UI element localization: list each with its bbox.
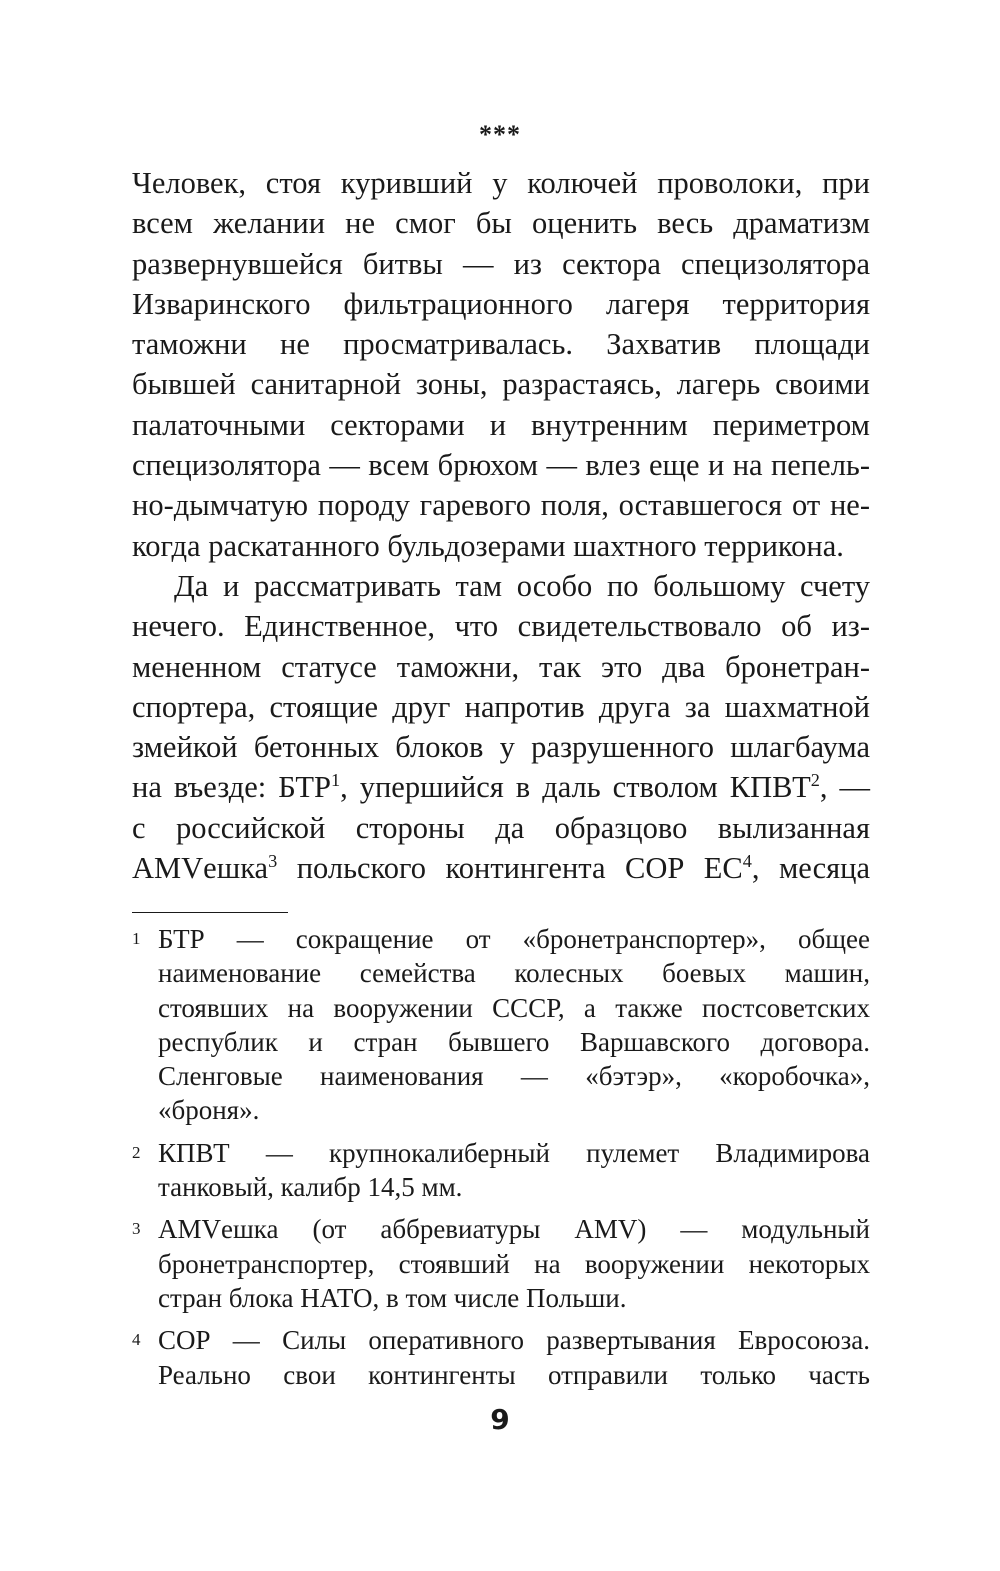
footnote-line: танковый, калибр 14,5 мм. <box>158 1172 463 1203</box>
footnote-line: «броня». <box>158 1095 260 1126</box>
text-line: но-дымчатую породу гаревого поля, оставшегося от не- <box>132 488 870 523</box>
footnote-separator <box>132 912 288 913</box>
text-fragment: AMVешка <box>132 851 269 886</box>
text-line: с российской стороны да образцово вылизанная <box>132 810 870 845</box>
footnote-4 <box>132 1323 870 1392</box>
main-text <box>132 163 870 888</box>
page-number: 9 <box>490 1403 510 1436</box>
footnote-line: республик и стран бывшего Варшавского договора. <box>158 1026 870 1057</box>
footnote-number: 1 <box>132 929 141 948</box>
text-fragment: на въезде: БТР <box>132 770 331 805</box>
text-line: развернувшейся битвы — из сектора специзолятора <box>132 246 870 281</box>
text-fragment: польского контингента СОР ЕС <box>277 851 743 886</box>
text-line: таможни не просматривалась. Захватив площади <box>132 327 870 362</box>
footnote-line: КПВТ — крупнокалиберный пулемет Владимирова <box>158 1137 870 1168</box>
text-line: всем желании не смог бы оценить весь драматизм <box>132 206 870 241</box>
footnote-line: Реально свои контингенты отправили только часть <box>158 1359 870 1390</box>
footnote-2 <box>132 1136 870 1205</box>
footnote-1 <box>132 922 870 1128</box>
footnote-number: 4 <box>132 1330 141 1350</box>
text-line: палаточными секторами и внутренним периметром <box>132 407 870 442</box>
footnote-ref-2[interactable]: 2 <box>810 770 820 791</box>
text-line <box>132 848 870 888</box>
footnote-line: БТР — сокращение от «бронетранспортер», общее <box>158 924 870 954</box>
text-line: змейкой бетонных блоков у разрушенного шлагбаума <box>132 730 870 765</box>
text-line: спортера, стоящие друг напротив друга за шахматной <box>132 689 870 724</box>
text-line: бывшей санитарной зоны, разрастаясь, лагерь своими <box>132 367 870 402</box>
footnote-line: Сленговые наименования — «бэтэр», «коробочка», <box>158 1061 870 1092</box>
text-line: нечего. Единственное, что свидетельствовало об из- <box>132 609 870 644</box>
text-fragment: , месяца <box>751 851 870 886</box>
text-line: когда раскатанного бульдозерами шахтного терриконa. <box>132 528 844 563</box>
text-line: Да и рассматривать там особо по большому счету <box>174 568 870 603</box>
text-line: Изваринского фильтрационного лагеря территория <box>132 286 870 321</box>
footnote-line: наименование семейства колесных боевых машин, <box>158 958 870 989</box>
footnote-line: бронетранспортер, стоявший на вооружении некоторых <box>158 1248 870 1279</box>
section-divider: *** <box>479 120 521 149</box>
footnote-number: 2 <box>132 1142 141 1162</box>
footnote-3 <box>132 1212 870 1315</box>
text-line: Человек, стоя куривший у колючей проволоки, при <box>132 166 870 200</box>
text-fragment: , — <box>819 770 870 805</box>
footnote-line: стоявших на вооружении СССР, а также постсоветских <box>158 992 870 1023</box>
text-line: специзолятора — всем брюхом — влез еще и на пепель- <box>132 448 870 483</box>
footnote-ref-1[interactable]: 1 <box>330 770 341 791</box>
footnote-ref-4[interactable]: 4 <box>742 850 752 871</box>
text-line: мененном статусе таможни, так это два бронетран- <box>132 649 870 684</box>
footnotes <box>132 922 870 1400</box>
footnote-line: стран блока НАТО, в том числе Польши. <box>158 1282 627 1313</box>
footnote-line: СОР — Силы оперативного развертывания Евросоюза. <box>158 1325 870 1356</box>
footnote-ref-3[interactable]: 3 <box>268 850 278 871</box>
footnote-line: AMVешка (от аббревиатуры AMV) — модульный <box>158 1214 870 1245</box>
footnote-number: 3 <box>132 1219 141 1239</box>
text-fragment: , упершийся в даль стволом КПВТ <box>340 770 811 805</box>
text-line <box>132 767 870 807</box>
